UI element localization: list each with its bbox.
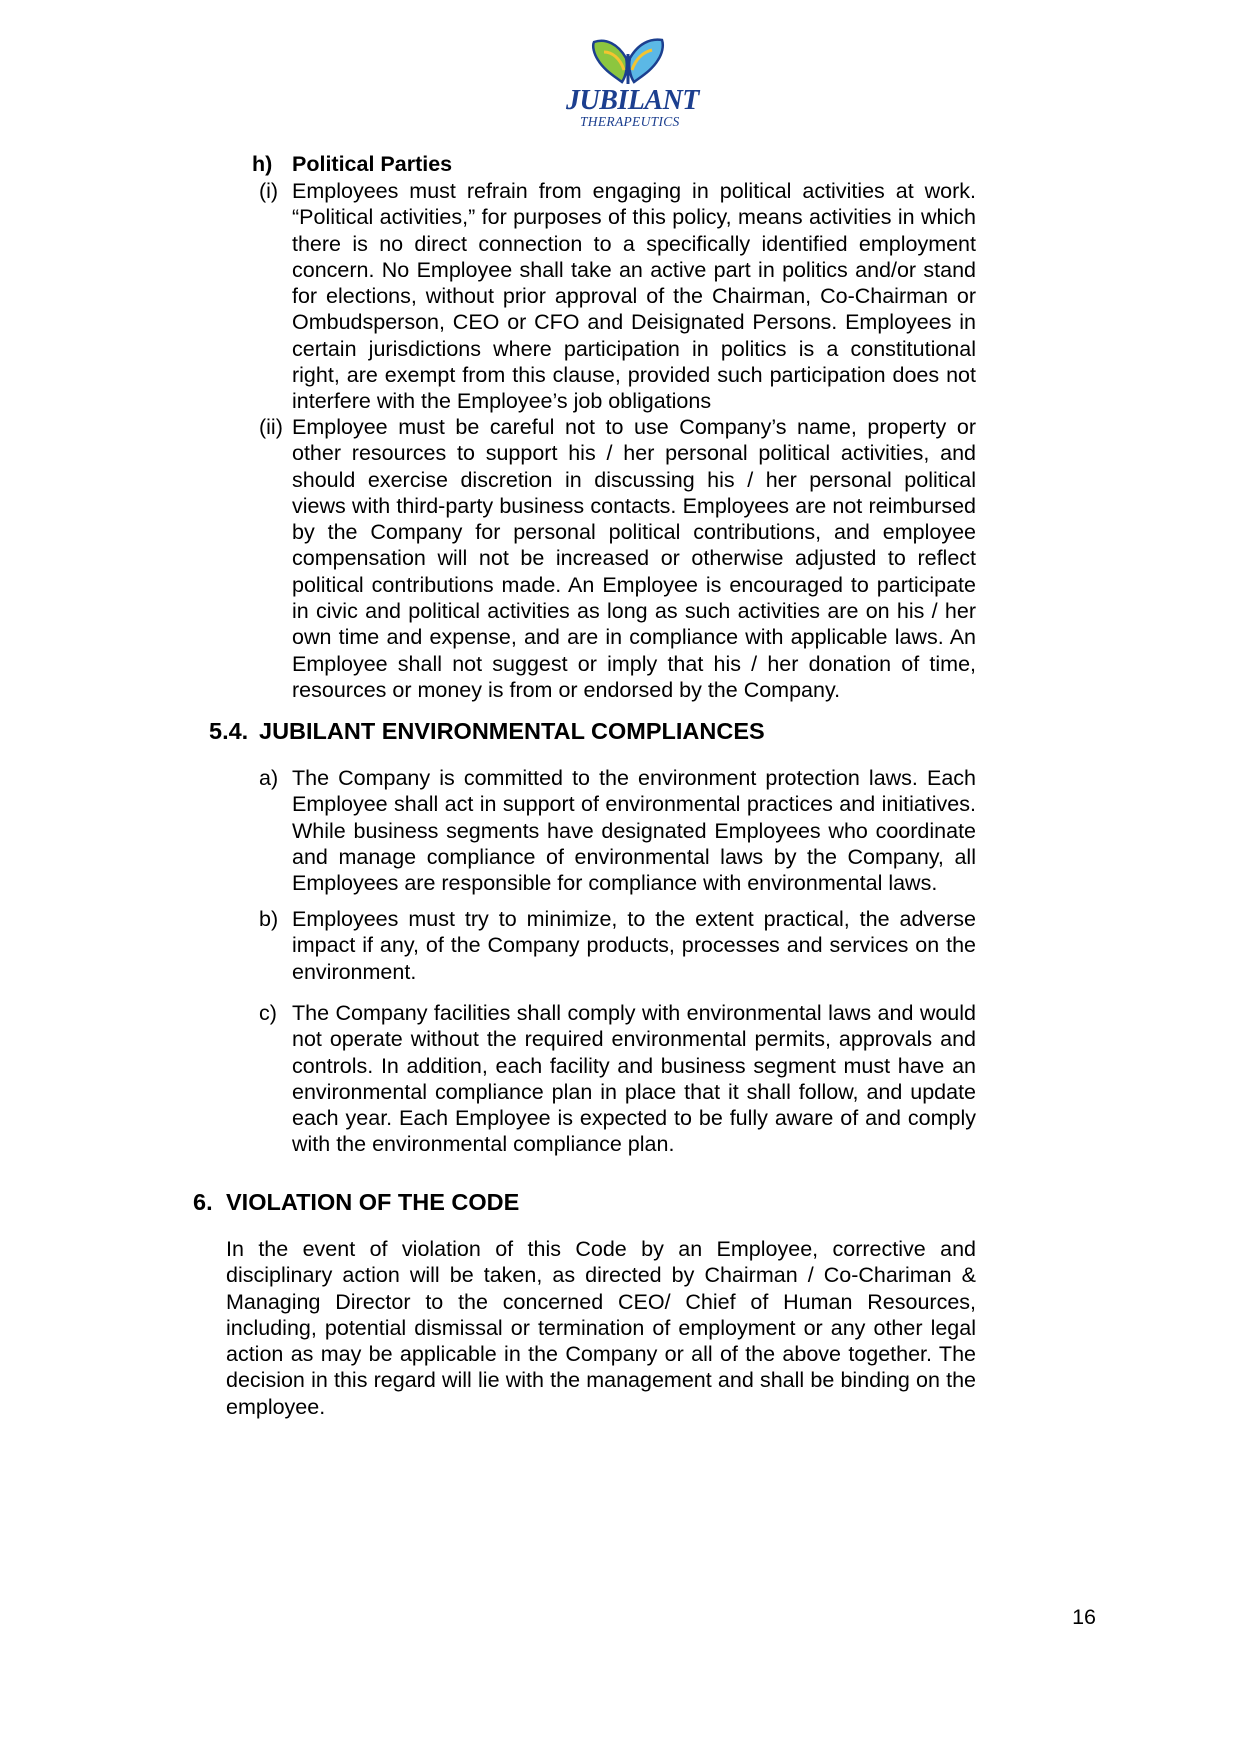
item-b-label: b) [259, 907, 279, 931]
section-5-4-number: 5.4. [209, 718, 249, 744]
item-ii-text: Employee must be careful not to use Company’s name, property or other resources to support his / her personal political activities, and should exercise discretion in discussing his / her personal political views with third-party business contacts. Employees are not reimbursed by the Company for personal political contributions, and employee compensation will not be increased or otherwise adjusted to reflect political contributions made. An Employee is encouraged to participate in civic and political activities as long as such activities are on his / her own time and expense, and are in compliance with applicable laws. An Employee shall not suggest or imply that his / her donation of time, resources or money is from or endorsed by the Company. [292, 415, 976, 702]
page-number: 16 [1072, 1605, 1096, 1629]
item-i-label: (i) [259, 179, 279, 203]
company-logo [560, 36, 700, 132]
item-c-text: The Company facilities shall comply with environmental laws and would not operate without the required environmental permits, approvals and controls. In addition, each facility and business segment must have an environmental compliance plan in place that it shall follow, and update each year. Each Employee is expected to be fully aware of and comply with the environmental compliance plan. [292, 1001, 976, 1157]
logo-subtitle: THERAPEUTICS [580, 114, 680, 129]
item-i-text: Employees must refrain from engaging in political activities at work. “Political activities,” for purposes of this policy, means activities in which there is no direct connection to a specifically identified employment concern. No Employee shall take an active part in politics and/or stand for elections, without prior approval of the Chairman, Co-Chairman or Ombudsperson, CEO or CFO and Deisignated Persons. Employees in certain jurisdictions where participation in politics is a constitutional right, are exempt from this clause, provided such participation does not interfere with the Employee’s job obligations [292, 179, 976, 414]
logo-wordmark: JUBILANT [566, 85, 699, 116]
section-6-title: VIOLATION OF THE CODE [226, 1189, 520, 1215]
section-6-text: In the event of violation of this Code by an Employee, corrective and disciplinary action will be taken, as directed by Chairman / Co-Chariman & Managing Director to the concerned CEO/ Chief of Human Resources, including, potential dismissal or termination of employment or any other legal action as may be applicable in the Company or all of the above together. The decision in this regard will lie with the management and shall be binding on the employee. [226, 1237, 976, 1419]
subsection-h-label: h) [252, 152, 273, 176]
item-a-text: The Company is committed to the environment protection laws. Each Employee shall act in support of environmental practices and initiatives. While business segments have designated Employees who coordinate and manage compliance of environmental laws by the Company, all Employees are responsible for compliance with environmental laws. [292, 766, 976, 896]
subsection-h-title: Political Parties [292, 152, 453, 176]
item-ii-label: (ii) [259, 415, 283, 439]
item-a-label: a) [259, 766, 279, 790]
butterfly-logo-icon [588, 36, 668, 88]
item-c-label: c) [259, 1001, 277, 1025]
section-6-number: 6. [193, 1189, 213, 1215]
item-b-text: Employees must try to minimize, to the extent practical, the adverse impact if any, of the Company products, processes and services on the environment. [292, 907, 976, 984]
section-5-4-title: JUBILANT ENVIRONMENTAL COMPLIANCES [259, 718, 765, 744]
